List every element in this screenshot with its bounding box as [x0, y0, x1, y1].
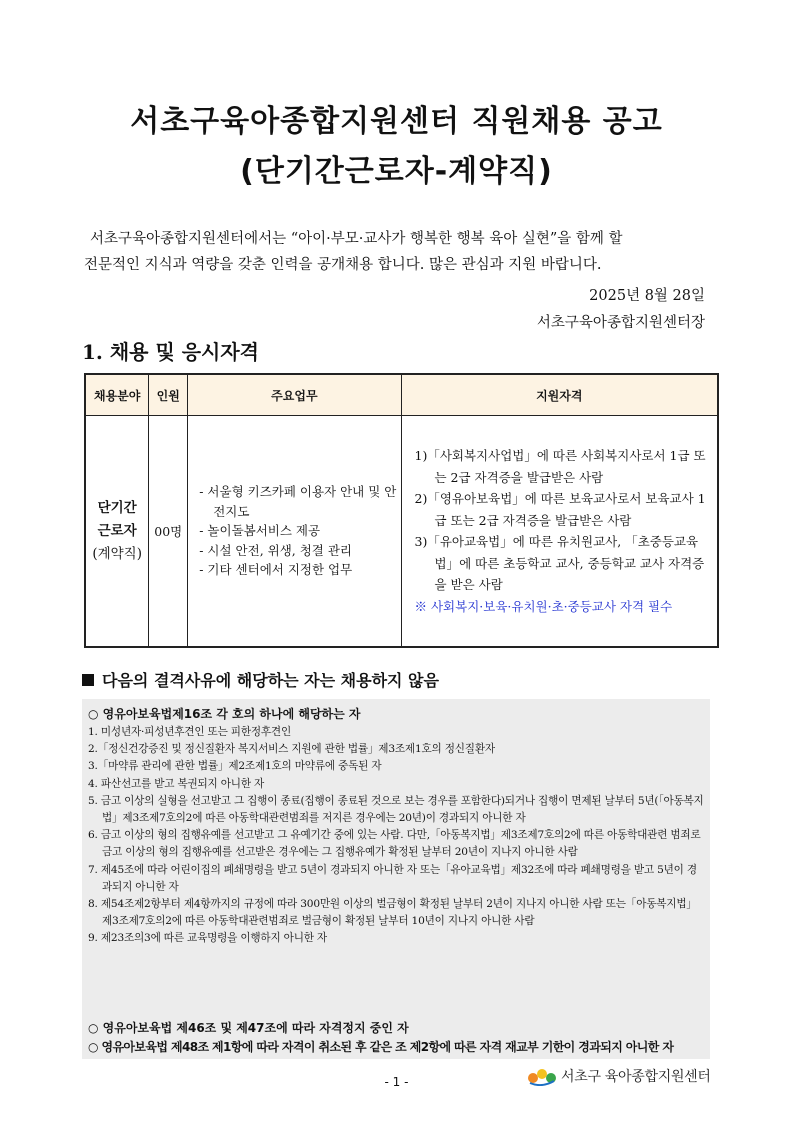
list-item: 8. 제54조제2항부터 제4항까지의 규정에 따라 300만원 이상의 벌금형이 확정된 날부터 2년이 지나지 아니한 사람 또는「아동복지법」제3조제7호의2에 따른 아동학대관련범죄로 벌금형이 확정된 날부터 10년이 지나지 아니한 사람: [88, 898, 697, 928]
disqualification-subheading-3: ○ 영유아보육법 제48조 제1항에 따라 자격이 취소된 후 같은 조 제2항에 따른 자격 재교부 기한이 경과되지 아니한 자: [88, 1040, 674, 1054]
table-header-row: [85, 374, 718, 416]
list-item: 1. 미성년자·피성년후견인 또는 피한정후견인: [88, 726, 291, 738]
table-row: [85, 416, 718, 648]
section-1-heading: 1. 채용 및 응시자격: [82, 340, 260, 364]
announcing-org: 서초구육아종합지원센터장: [536, 315, 705, 331]
disqualification-list: [88, 724, 706, 948]
list-item: 9. 제23조의3에 따른 교육명령을 이행하지 아니한 자: [88, 932, 327, 945]
field-line-1: 단기간: [97, 499, 137, 516]
center-logo: [527, 1066, 711, 1086]
section-2-heading-text: 다음의 결격사유에 해당하는 자는 채용하지 않음: [102, 671, 439, 690]
announcement-date: 2025년 8월 28일: [589, 288, 705, 304]
page-title: 서초구육아종합지원센터 직원채용 공고: [130, 104, 663, 139]
section-2-heading: [82, 668, 439, 691]
center-logo-icon: [527, 1066, 557, 1086]
list-item: - 서울형 키즈카페 이용자 안내 및 안전지도: [199, 484, 397, 519]
list-item: 1)「사회복지사업법」에 따른 사회복지사로서 1급 또는 2급 자격증을 발급받은 사람: [414, 448, 706, 485]
intro-line-2: 전문적인 지식과 역량을 갖춘 인력을 공개채용 합니다. 많은 관심과 지원 바랍니다.: [84, 257, 602, 273]
list-item: 7. 제45조에 따라 어린이집의 폐쇄명령을 받고 5년이 경과되지 아니한 자 또는「유아교육법」제32조에 따라 폐쇄명령을 받고 5년이 경과되지 아니한 자: [88, 863, 697, 893]
list-item: 2)「영유아보육법」에 따른 보육교사로서 보육교사 1급 또는 2급 자격증을 발급받은 사람: [414, 491, 706, 528]
disqualification-subheading-2: ○ 영유아보육법 제46조 및 제47조에 따라 자격정지 중인 자: [88, 1021, 409, 1035]
list-item: 6. 금고 이상의 형의 집행유예를 선고받고 그 유예기간 중에 있는 사람. 다만,「아동복지법」제3조제7호의2에 따른 아동학대관련 범죄로 금고 이상의 형의 집행유예를 선고받은 경우에는 그 집행유예가 확정된 날부터 20년이 지나지 아니한 사람: [88, 829, 701, 859]
list-item: 2.「정신건강증진 및 정신질환자 복지서비스 지원에 관한 법률」제3조제1호의 정신질환자: [88, 743, 495, 756]
cell-qualifications: [401, 416, 718, 648]
qualifications-list: [403, 445, 717, 617]
list-item: 5. 금고 이상의 실형을 선고받고 그 집행이 종료(집행이 종료된 것으로 보는 경우를 포함한다)되거나 집행이 면제된 날부터 5년(「아동복지법」제3조제7호의2에 따른 아동학대관련범죄를 저지른 경우에는 20년)이 경과되지 아니한 자: [88, 794, 704, 825]
field-line-2: 근로자: [97, 522, 137, 539]
qualification-note: ※ 사회복지·보육·유치원·초·중등교사 자격 필수: [414, 598, 673, 614]
page-number: - 1 -: [384, 1075, 409, 1089]
list-item: 3.「마약류 관리에 관한 법률」제2조제1호의 마약류에 중독된 자: [88, 760, 382, 773]
list-item: - 놀이돌봄서비스 제공: [199, 523, 321, 539]
list-item: - 시설 안전, 위생, 청결 관리: [199, 542, 353, 558]
page-subtitle: (단기간근로자-계약직): [240, 154, 553, 189]
cell-count: 00명: [149, 416, 188, 648]
intro-line-1: 서초구육아종합지원센터에서는 “아이·부모·교사가 행복한 행복 육아 실현”을 함께 할: [90, 231, 623, 247]
cell-field: [85, 416, 149, 648]
list-item: 3)「유아교육법」에 따른 유치원교사, 「초중등교육법」에 따른 초등학교 교사, 중등학교 교사 자격증을 받은 사람: [414, 534, 705, 592]
recruitment-table: [84, 373, 719, 648]
field-line-3: (계약직): [92, 545, 142, 562]
disqualification-box: [82, 699, 710, 1059]
square-bullet-icon: [82, 674, 94, 686]
header-count: 인원: [149, 374, 188, 416]
logo-text: 서초구 육아종합지원센터: [561, 1069, 711, 1085]
list-item: - 기타 센터에서 지정한 업무: [199, 562, 353, 578]
header-qualifications: 지원자격: [401, 374, 718, 416]
header-field: 채용분야: [85, 374, 149, 416]
duties-list: [189, 482, 399, 580]
list-item: 4. 파산선고를 받고 복권되지 아니한 자: [88, 777, 265, 790]
header-duties: 주요업무: [188, 374, 401, 416]
disqualification-subheading-1: ○ 영유아보육법제16조 각 호의 하나에 해당하는 자: [88, 707, 361, 721]
cell-duties: [188, 416, 401, 648]
